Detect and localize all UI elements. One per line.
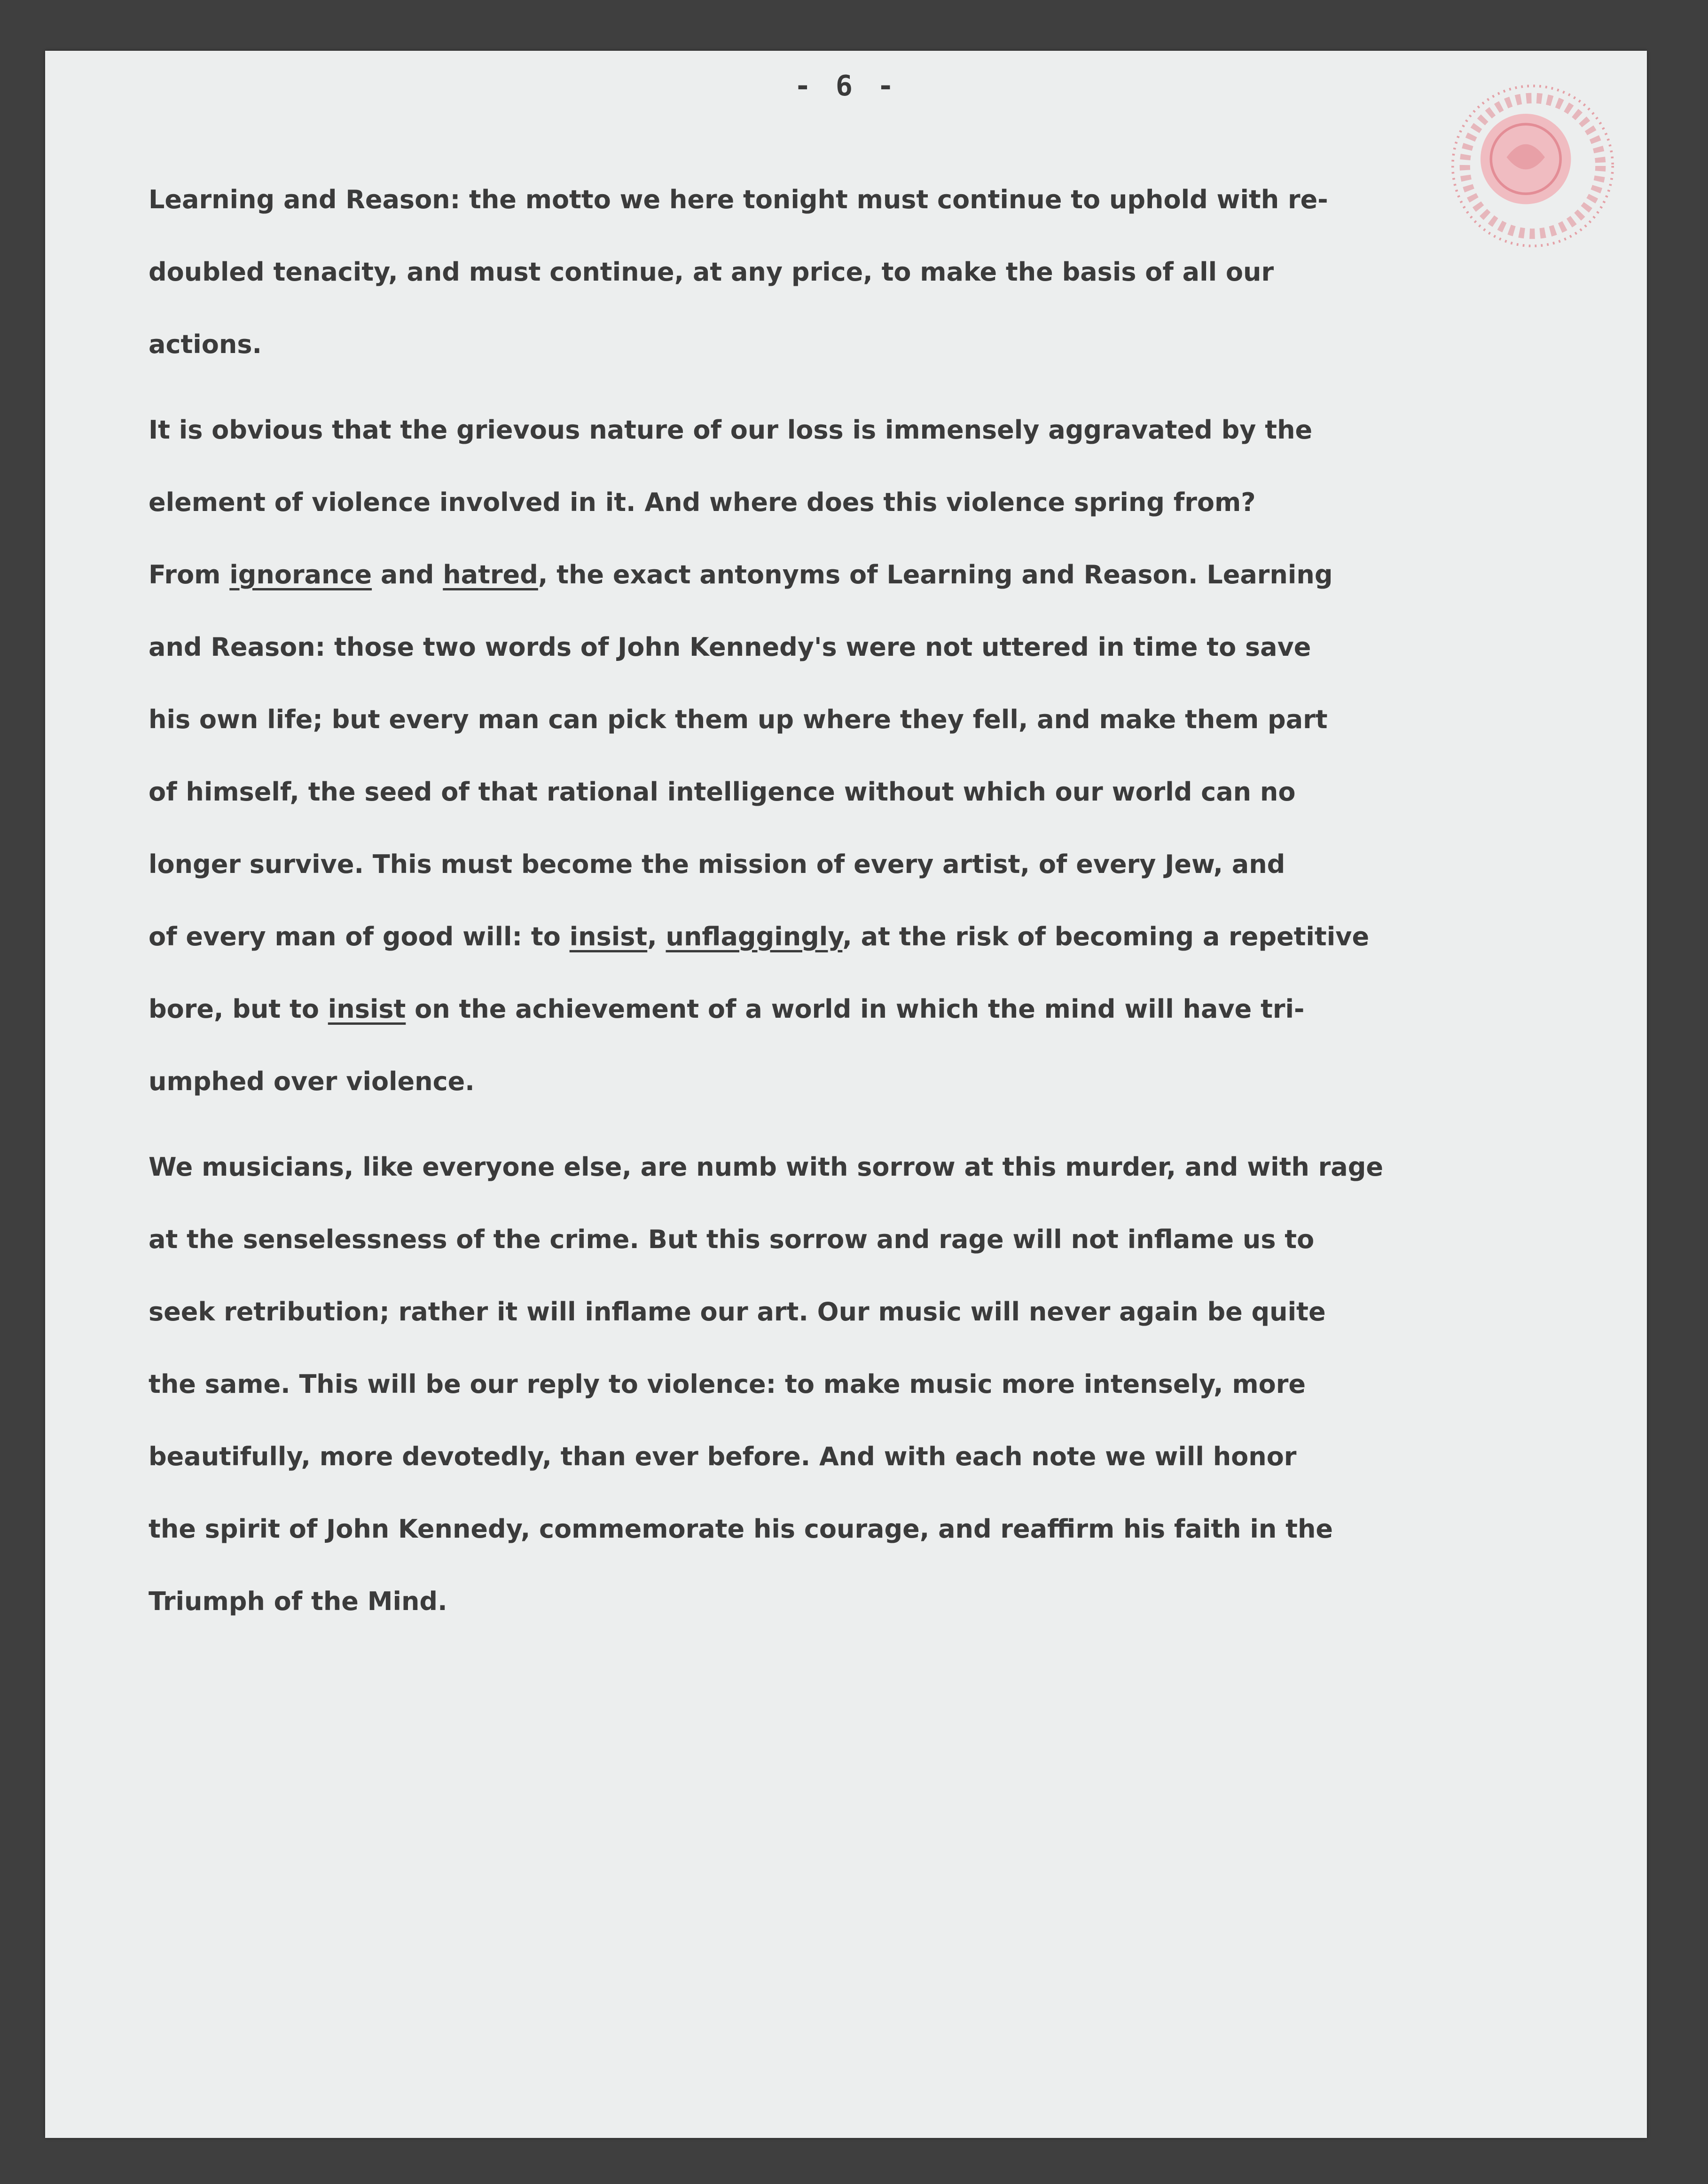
text-line: his own life; but every man can pick them up where they fell, and make them part (149, 705, 1328, 734)
text-run: , the exact antonyms of Learning and Reason. Learning (538, 560, 1333, 589)
underlined-word: ignorance (229, 560, 372, 589)
text-line: Learning and Reason: the motto we here tonight must continue to uphold with re- (149, 185, 1328, 214)
text-line-with-underlines (149, 973, 1549, 1045)
underlined-word: unflaggingly (666, 922, 843, 951)
text-line: longer survive. This must become the mission of every artist, of every Jew, and (149, 849, 1285, 879)
document-page (45, 51, 1647, 2138)
page-number: - 6 - (794, 70, 898, 102)
text-run: bore, but to (149, 994, 328, 1024)
text-line: It is obvious that the grievous nature of our loss is immensely aggravated by the (149, 415, 1313, 445)
text-line: the same. This will be our reply to violence: to make music more intensely, more (149, 1369, 1306, 1399)
text-line: Triumph of the Mind. (149, 1587, 447, 1616)
text-run: , at the risk of becoming a repetitive (842, 922, 1370, 951)
text-line: of himself, the seed of that rational intelligence without which our world can no (149, 777, 1296, 807)
text-line: beautifully, more devotedly, than ever before. And with each note we will honor (149, 1442, 1297, 1471)
text-line: at the senselessness of the crime. But this sorrow and rage will not inflame us to (149, 1225, 1315, 1254)
text-line: actions. (149, 330, 262, 359)
text-line: and Reason: those two words of John Kennedy's were not uttered in time to save (149, 632, 1311, 662)
text-line: We musicians, like everyone else, are numb with sorrow at this murder, and with rage (149, 1152, 1384, 1182)
text-run: and (372, 560, 443, 589)
underlined-word: insist (569, 922, 648, 951)
text-line-with-underlines (149, 539, 1549, 611)
text-run: on the achievement of a world in which the mind will have tri- (406, 994, 1305, 1024)
text-line: element of violence involved in it. And where does this violence spring from? (149, 487, 1256, 517)
paragraph-3 (149, 1131, 1549, 1638)
text-line: the spirit of John Kennedy, commemorate his courage, and reaffirm his faith in the (149, 1514, 1333, 1544)
paragraph-2 (149, 394, 1549, 1118)
text-line: seek retribution; rather it will inflame our art. Our music will never again be quite (149, 1297, 1326, 1327)
text-run: , (647, 922, 666, 951)
text-run: of every man of good will: to (149, 922, 570, 951)
text-line: doubled tenacity, and must continue, at any price, to make the basis of all our (149, 257, 1274, 287)
underlined-word: hatred (443, 560, 538, 589)
letter-body (149, 164, 1549, 1651)
paragraph-1 (149, 164, 1549, 381)
underlined-word: insist (328, 994, 406, 1024)
text-line-with-underlines (149, 901, 1549, 973)
text-line: umphed over violence. (149, 1067, 475, 1096)
text-run: From (149, 560, 230, 589)
